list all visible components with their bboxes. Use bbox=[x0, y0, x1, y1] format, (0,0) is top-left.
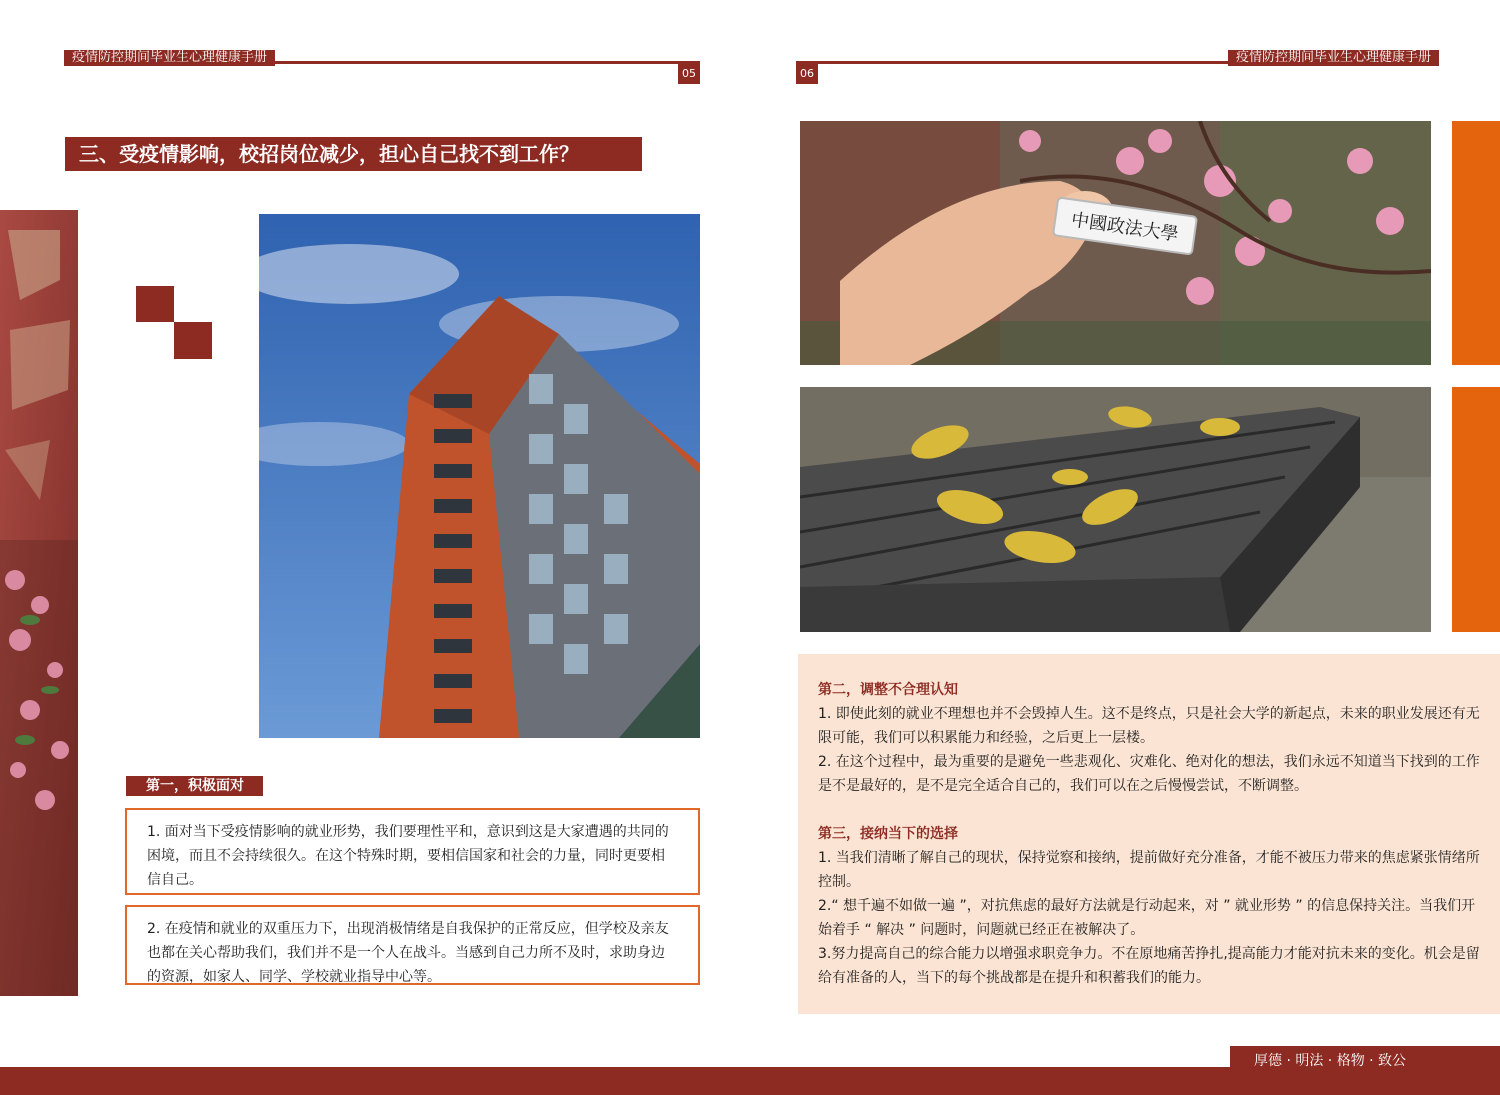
footer-motto: 厚德 · 明法 · 格物 · 致公 bbox=[1230, 1046, 1500, 1076]
building-photo bbox=[259, 214, 700, 738]
first-heading: 第一，积极面对 bbox=[126, 776, 263, 796]
second-point-2: 2. 在这个过程中，最为重要的是避免一些悲观化、灾难化、绝对化的想法，我们永远不知道当下找到的工作是不是最好的，是不是完全适合自己的，我们可以在之后慢慢尝试，不断调整。 bbox=[818, 754, 1480, 794]
section-title: 三、受疫情影响，校招岗位减少，担心自己找不到工作？ bbox=[65, 137, 642, 171]
right-header-rule bbox=[796, 61, 1230, 64]
badge-text: 中國政法大學 bbox=[1069, 209, 1180, 246]
bench-leaves-photo bbox=[800, 387, 1431, 632]
third-point-3: 3.努力提高自己的综合能力以增强求职竞争力。不在原地痛苦挣扎,提高能力才能对抗未来的变化。机会是留给有准备的人，当下的每个挑战都是在提升和积蓄我们的能力。 bbox=[818, 946, 1480, 986]
third-point-1: 1. 当我们清晰了解自己的现状，保持觉察和接纳，提前做好充分准备，才能不被压力带来的焦虑紧张情绪所控制。 bbox=[818, 850, 1480, 890]
right-header-title: 疫情防控期间毕业生心理健康手册 bbox=[1228, 50, 1439, 66]
first-point-1: 1. 面对当下受疫情影响的就业形势，我们要理性平和，意识到这是大家遭遇的共同的困境，而且不会持续很久。在这个特殊时期，要相信国家和社会的力量，同时更要相信自己。 bbox=[125, 808, 700, 895]
advice-panel bbox=[798, 654, 1500, 1014]
second-point-1: 1. 即使此刻的就业不理想也并不会毁掉人生。这不是终点，只是社会大学的新起点，未来的职业发展还有无限可能，我们可以积累能力和经验，之后更上一层楼。 bbox=[818, 706, 1480, 746]
decor-square-1 bbox=[136, 286, 174, 322]
orange-side-tab-2 bbox=[1452, 387, 1500, 632]
second-heading: 第二，调整不合理认知 bbox=[818, 682, 958, 698]
blossom-badge-photo bbox=[800, 121, 1431, 365]
right-page-number: 06 bbox=[796, 64, 818, 84]
orange-side-tab-1 bbox=[1452, 121, 1500, 365]
first-point-2: 2. 在疫情和就业的双重压力下，出现消极情绪是自我保护的正常反应，但学校及亲友也都在关心帮助我们，我们并不是一个人在战斗。当感到自己力所不及时，求助身边的资源，如家人、同学、学校就业指导中心等。 bbox=[125, 905, 700, 985]
left-header-rule bbox=[270, 61, 700, 64]
third-point-2: 2.“ 想千遍不如做一遍 ”，对抗焦虑的最好方法就是行动起来，对 ” 就业形势 ” 的信息保持关注。当我们开始着手 “ 解决 ” 问题时，问题就已经正在被解决了。 bbox=[818, 898, 1476, 938]
third-heading: 第三，接纳当下的选择 bbox=[818, 826, 958, 842]
decor-square-2 bbox=[174, 322, 212, 359]
left-header-title: 疫情防控期间毕业生心理健康手册 bbox=[64, 50, 275, 66]
left-edge-photo bbox=[0, 210, 78, 996]
left-page-number: 05 bbox=[678, 64, 700, 84]
